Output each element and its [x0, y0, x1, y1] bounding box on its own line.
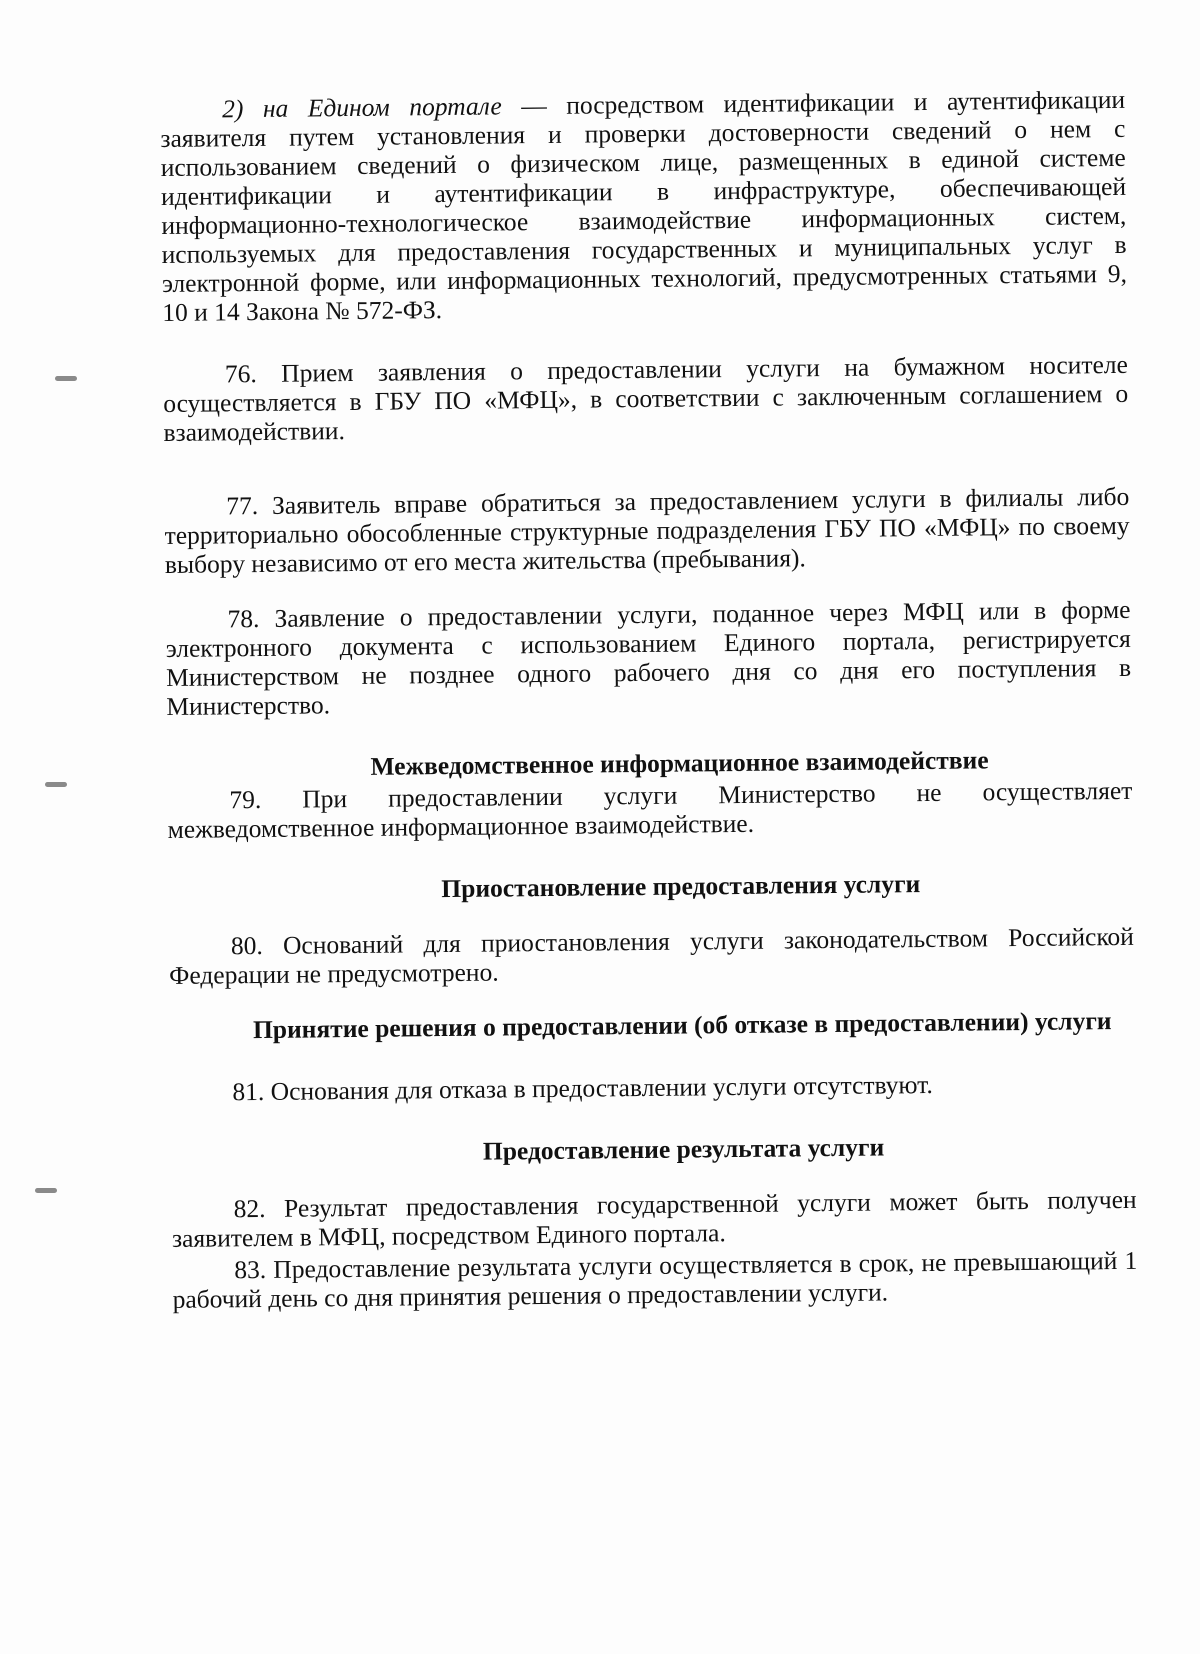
paragraph-lead: 2) на Едином портале: [221, 91, 502, 124]
paragraph-79: 79. При предоставлении услуги Министерство не осуществляет межведомственное информационное взаимодействие.: [167, 775, 1133, 844]
margin-mark: [45, 782, 67, 787]
section-heading-decision: Принятие решения о предоставлении (об отказе в предоставлении) услуги: [252, 1006, 1112, 1045]
paragraph-76: 76. Прием заявления о предоставлении услуги на бумажном носителе осуществляется в ГБУ ПО «МФЦ», в соответствии с заключенным соглашением о взаимодействии.: [163, 349, 1129, 447]
document-body: [160, 85, 1138, 1314]
paragraph-81: 81. Основания для отказа в предоставлении услуги отсутствуют.: [232, 1069, 933, 1107]
margin-mark: [55, 376, 77, 381]
section-heading-interagency: Межведомственное информационное взаимодействие: [370, 745, 989, 781]
section-heading-suspension: Приостановление предоставления услуги: [441, 869, 921, 904]
paragraph-80: 80. Оснований для приостановления услуги законодательством Российской Федерации не предусмотрено.: [169, 921, 1135, 990]
paragraph-77: 77. Заявитель вправе обратиться за предоставлением услуги в филиалы либо территориально обособленные структурные подразделения ГБУ ПО «МФЦ» по своему выбору независимо от его места жительства (пребывания).: [164, 481, 1130, 579]
section-heading-result: Предоставление результата услуги: [482, 1132, 885, 1166]
paragraph-83: 83. Предоставление результата услуги осуществляется в срок, не превышающий 1 рабочий день со дня принятия решения о предоставлении услуги.: [172, 1245, 1138, 1314]
paragraph-82: 82. Результат предоставления государственной услуги может быть получен заявителем в МФЦ, посредством Единого портала.: [171, 1184, 1137, 1253]
paragraph-item-2: [160, 85, 1127, 327]
paragraph-78: 78. Заявление о предоставлении услуги, поданное через МФЦ или в форме электронного документа с использованием Единого портала, регистрируется Министерством не позднее одного рабочего дня со дня его поступления в Министерство.: [165, 594, 1132, 721]
margin-mark: [35, 1188, 57, 1193]
paragraph-text: — посредством идентификации и аутентификации заявителя путем установления и проверки достоверности сведений о нем с использованием сведений о физическом лице, размещенных в единой системе идентификации и аутентификации в инфраструктуре, обеспечивающей информационно-технологическое взаимодействие информационных систем, используемых для предоставления государственных и муниципальных услуг в электронной форме, или информационных технологий, предусмотренных статьями 9, 10 и 14 Закона № 572-ФЗ.: [160, 84, 1128, 327]
